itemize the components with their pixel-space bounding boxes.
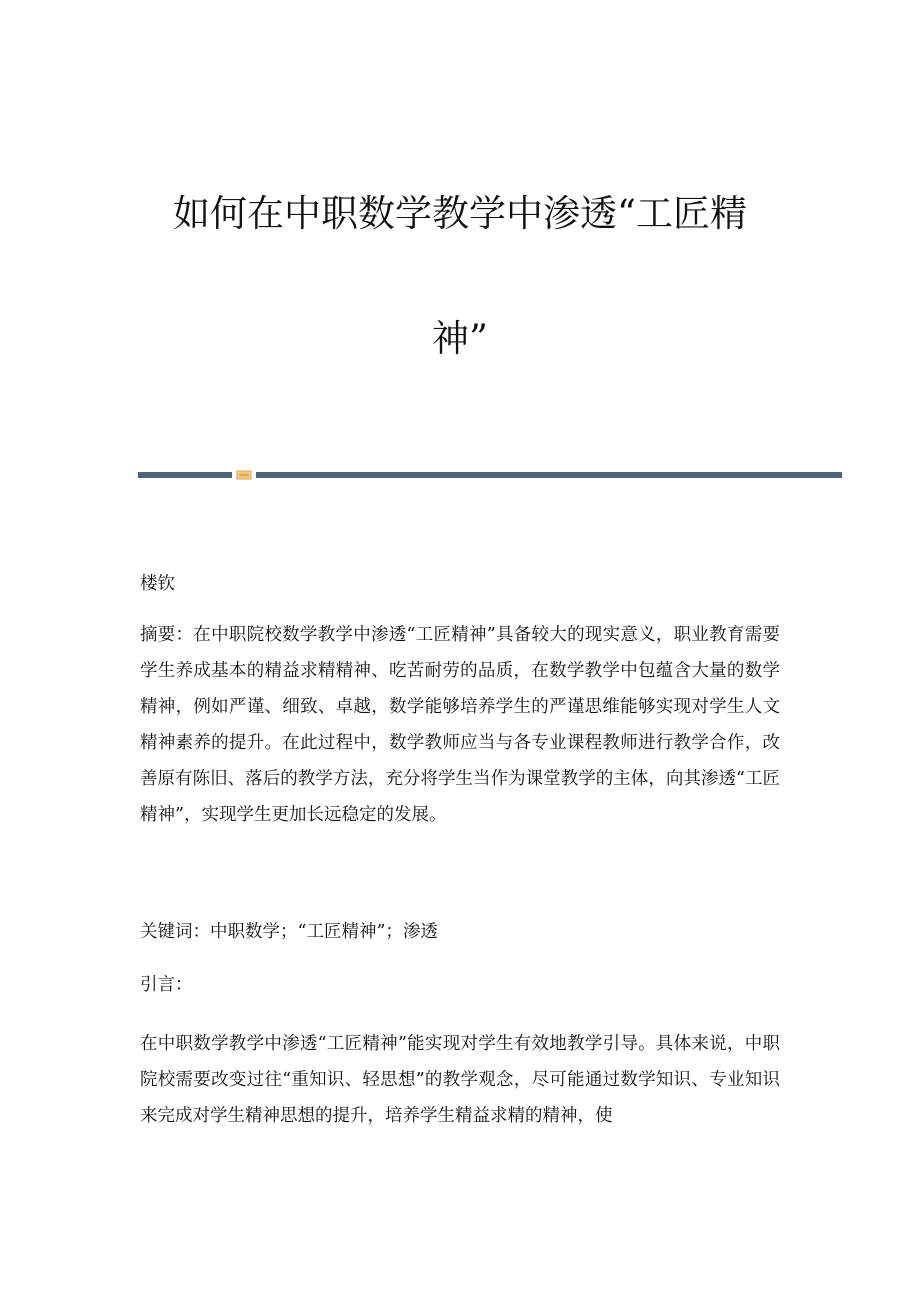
abstract-paragraph: 摘要：在中职院校数学教学中渗透“工匠精神”具备较大的现实意义，职业教育需要学生养成基本的精益求精精神、吃苦耐劳的品质，在数学教学中包蕴含大量的数学精神，例如严谨、细致、卓越，数学能够培养学生的严谨思维能够实现对学生人文精神素养的提升。在此过程中，数学教师应当与各专业课程教师进行教学合作，改善原有陈旧、落后的教学方法，充分将学生当作为课堂教学的主体，向其渗透“工匠精神”，实现学生更加长远稳定的发展。 xyxy=(140,625,780,825)
title-divider xyxy=(138,470,842,480)
document-title-line-1: 如何在中职数学教学中渗透“工匠精 xyxy=(173,192,747,235)
author-name: 楼钦 xyxy=(140,574,175,594)
document-title-line-2: 神” xyxy=(432,317,488,360)
introduction-paragraph: 在中职数学教学中渗透“工匠精神”能实现对学生有效地教学引导。具体来说，中职院校需要改变过往“重知识、轻思想”的教学观念，尽可能通过数学知识、专业知识来完成对学生精神思想的提升，培养学生精益求精的精神，使 xyxy=(140,1034,780,1126)
keywords-line: 关键词：中职数学；“工匠精神”；渗透 xyxy=(140,922,438,942)
ornament-icon xyxy=(236,470,252,480)
introduction-heading: 引言： xyxy=(140,975,193,995)
divider-bar-right xyxy=(256,472,842,478)
divider-bar-left xyxy=(138,472,232,478)
